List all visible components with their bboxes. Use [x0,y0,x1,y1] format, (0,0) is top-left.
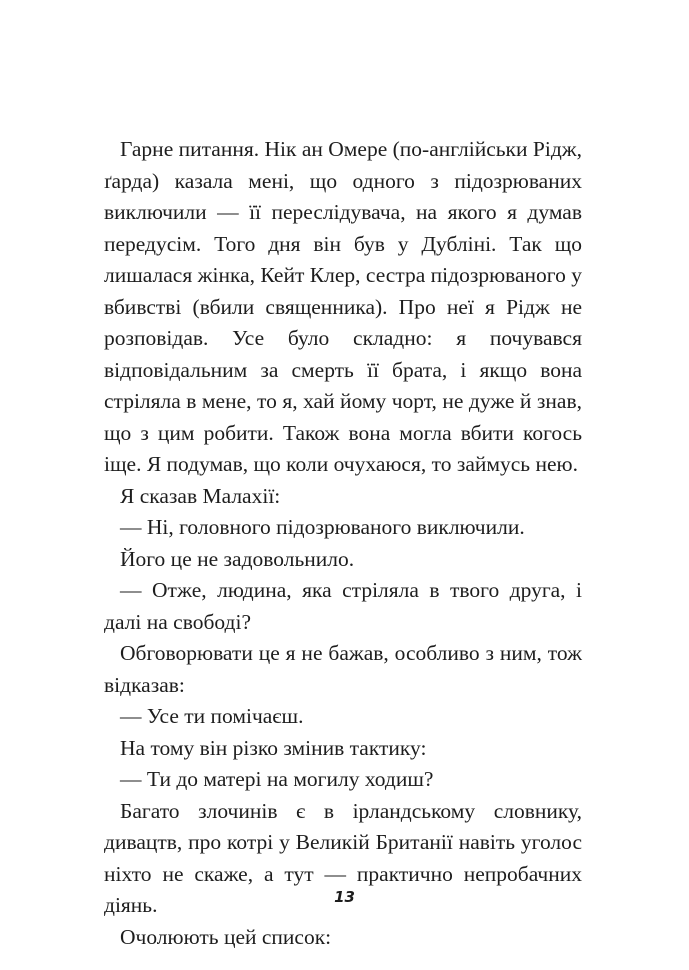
paragraph: Я сказав Малахії: [120,483,281,508]
paragraph: На тому він різко змінив тактику: [120,735,427,760]
paragraph: Обговорювати це я не бажав, особливо з ним, тож відказав: [104,641,582,697]
paragraph: — Усе ти помічаєш. [120,704,304,728]
paragraph: Багато злочинів є в ірландському словнику, дивацтв, про котрі у Великій Британії навіть уголос ніхто не скаже, а тут — практично непробачних діянь. [104,798,582,917]
body-text [104,134,582,953]
paragraph: — Отже, людина, яка стріляла в твого друга, і далі на свободі? [104,578,582,634]
paragraph: Очолюють цей список: [120,924,332,949]
paragraph: Гарне питання. Нік ан Омере (по-англійськи Рідж, ґарда) казала мені, що одного з підозрюваних виключили — її переслідувача, на якого я думав передусім. Того дня він був у Дубліні. Так що лишалася жінка, Кейт Клер, сестра підозрюваного у вбивстві (вбили священника). Про неї я Рідж не розповідав. Усе було складно: я почувався відповідальним за смерть її брата, і якщо вона стріляла в мене, то я, хай йому чорт, не дуже й знав, що з цим робити. Також вона могла вбити когось іще. Я подумав, що коли очухаюся, то займусь нею. [104,137,582,476]
paragraph: — Ні, головного підозрюваного виключили. [120,515,525,539]
page-number: 13 [334,888,355,906]
paragraph: Його це не задовольнило. [120,546,355,571]
paragraph: — Ти до матері на могилу ходиш? [120,767,434,791]
